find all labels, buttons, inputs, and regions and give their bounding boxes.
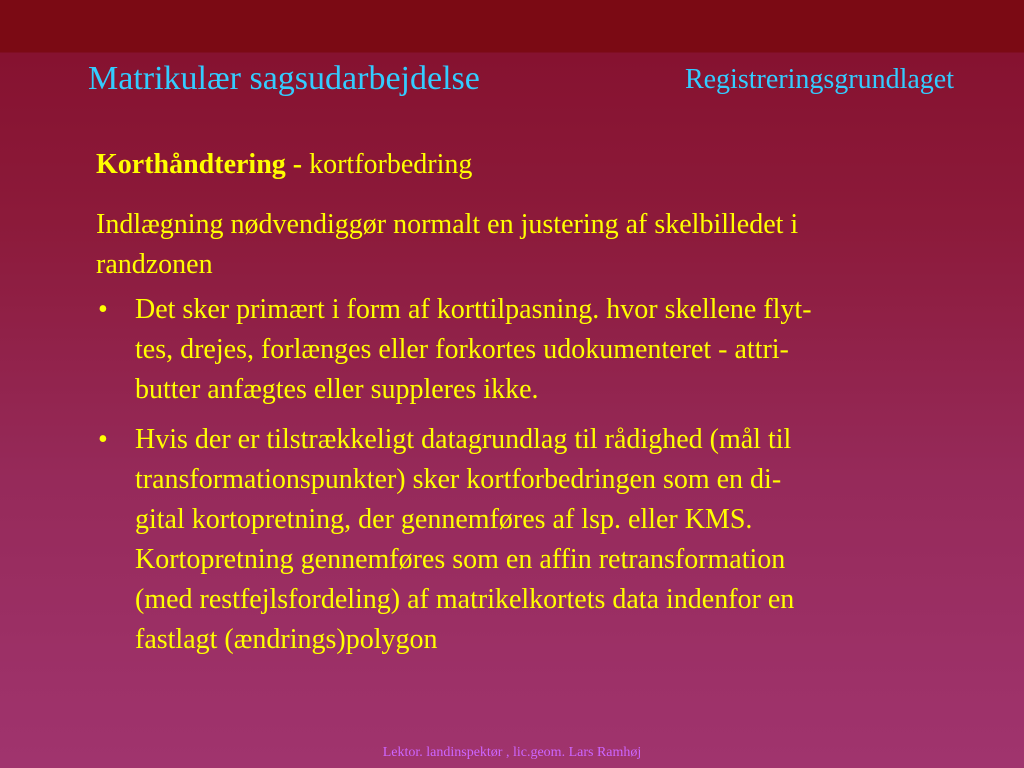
bullet-line: tes, drejes, forlænges eller forkortes udokumenteret - attri- <box>135 334 789 365</box>
bullet-line: fastlagt (ændrings)polygon <box>135 624 438 655</box>
bullet-line: (med restfejlsfordeling) af matrikelkortets data indenfor en <box>135 584 795 615</box>
footer-credit: Lektor. landinspektør , lic.geom. Lars Ramhøj <box>382 745 642 760</box>
bullet-line: gital kortopretning, der gennemføres af lsp. eller KMS. <box>135 504 753 535</box>
subheading <box>96 147 472 183</box>
slide-title: Matrikulær sagsudarbejdelse <box>88 60 480 97</box>
bullet-item <box>96 420 976 660</box>
subheading-normal: kortforbedring <box>309 149 473 180</box>
section-title: Registreringsgrundlaget <box>684 64 954 95</box>
bullet-list <box>96 290 976 670</box>
bullet-line: Kortopretning gennemføres som en affin retransformation <box>135 544 786 575</box>
bullet-line: Det sker primært i form af korttilpasning. hvor skellene flyt- <box>135 294 812 325</box>
top-band <box>0 0 1024 52</box>
intro-line: Indlægning nødvendiggør normalt en justering af skelbilledet i <box>96 209 799 240</box>
intro-paragraph <box>96 205 976 285</box>
bullet-item <box>96 290 976 410</box>
bullet-line: transformationspunkter) sker kortforbedringen som en di- <box>135 464 782 495</box>
bullet-line: butter anfægtes eller suppleres ikke. <box>135 374 539 405</box>
intro-line: randzonen <box>96 249 213 280</box>
bullet-icon: • <box>98 294 108 325</box>
subheading-bold: Korthåndtering - <box>96 149 310 180</box>
bullet-line: Hvis der er tilstrækkeligt datagrundlag til rådighed (mål til <box>135 424 792 455</box>
bullet-icon: • <box>98 424 108 455</box>
